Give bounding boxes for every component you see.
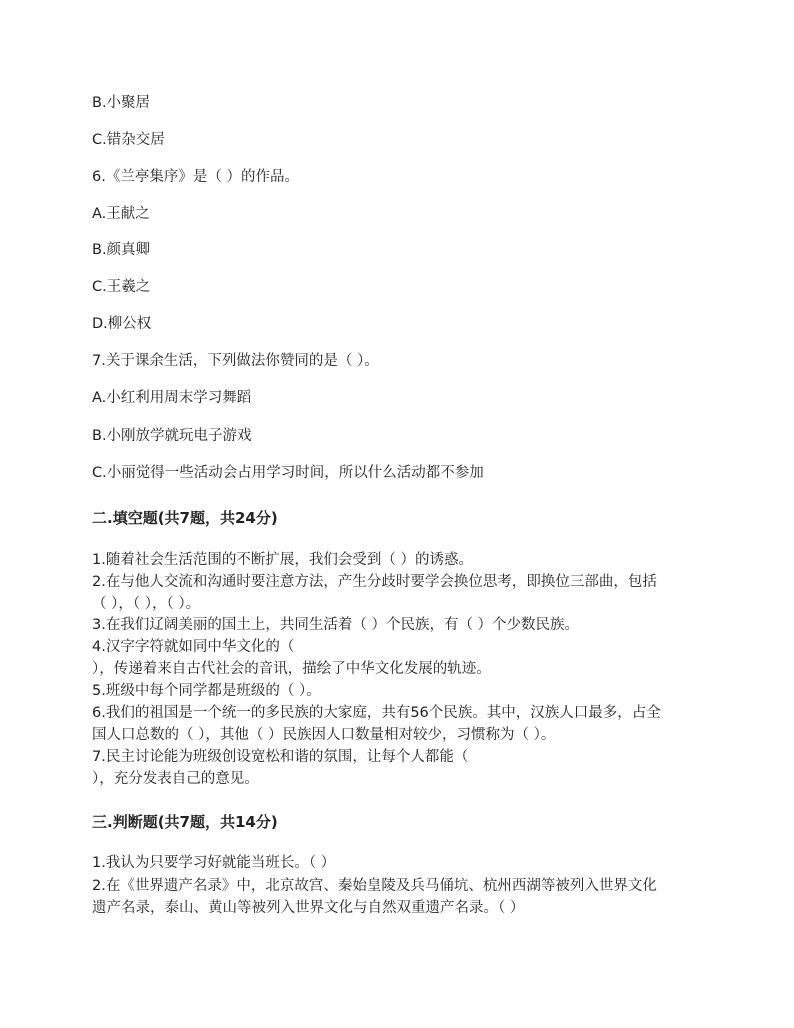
q5-option-c: C.错杂交居 [92, 132, 165, 148]
fill-line: （ ），（ ），（ ）。 [92, 596, 201, 612]
section-2-heading: 二.填空题(共7题，共24分) [92, 509, 278, 527]
q6-stem: 6.《兰亭集序》是（ ）的作品。 [92, 169, 299, 185]
fill-line: 4.汉字字符就如同中华文化的（ [92, 639, 295, 655]
q7-stem: 7.关于课余生活，下列做法你赞同的是（ ）。 [92, 353, 379, 369]
q5-option-b: B.小聚居 [92, 95, 151, 111]
fill-line: 国人口总数的（ ），其他（ ）民族因人口数量相对较少，习惯称为（ ）。 [92, 727, 556, 743]
fill-line: ），传递着来自古代社会的音讯，描绘了中华文化发展的轨迹。 [92, 661, 491, 677]
fill-line: 2.在与他人交流和沟通时要注意方法，产生分歧时要学会换位思考，即换位三部曲，包括 [92, 574, 657, 590]
section-3-heading: 三.判断题(共7题，共14分) [92, 813, 278, 831]
judge-line: 1.我认为只要学习好就能当班长。（ ） [92, 855, 336, 871]
q7-option-a: A.小红利用周末学习舞蹈 [92, 390, 252, 406]
judge-line: 2.在《世界遗产名录》中，北京故宫、秦始皇陵及兵马俑坑、杭州西湖等被列入世界文化 [92, 878, 657, 894]
q6-option-a: A.王献之 [92, 206, 150, 222]
fill-line: 6.我们的祖国是一个统一的多民族的大家庭，共有56个民族。其中，汉族人口最多，占全 [92, 705, 661, 721]
fill-line: 5.班级中每个同学都是班级的（ ）。 [92, 683, 321, 699]
q7-option-c: C.小丽觉得一些活动会占用学习时间，所以什么活动都不参加 [92, 465, 484, 481]
fill-line: 1.随着社会生活范围的不断扩展，我们会受到（ ）的诱惑。 [92, 552, 473, 568]
fill-line: ），充分发表自己的意见。 [92, 771, 259, 787]
q6-option-c: C.王羲之 [92, 279, 151, 295]
fill-line: 3.在我们辽阔美丽的国土上，共同生活着（ ）个民族，有（ ）个少数民族。 [92, 617, 580, 633]
q6-option-b: B.颜真卿 [92, 242, 151, 258]
judge-line: 遗产名录，泰山、黄山等被列入世界文化与自然双重遗产名录。（ ） [92, 900, 525, 916]
q7-option-b: B.小刚放学就玩电子游戏 [92, 428, 252, 444]
fill-line: 7.民主讨论能为班级创设宽松和谐的氛围，让每个人都能（ [92, 749, 469, 765]
q6-option-d: D.柳公权 [92, 316, 152, 332]
